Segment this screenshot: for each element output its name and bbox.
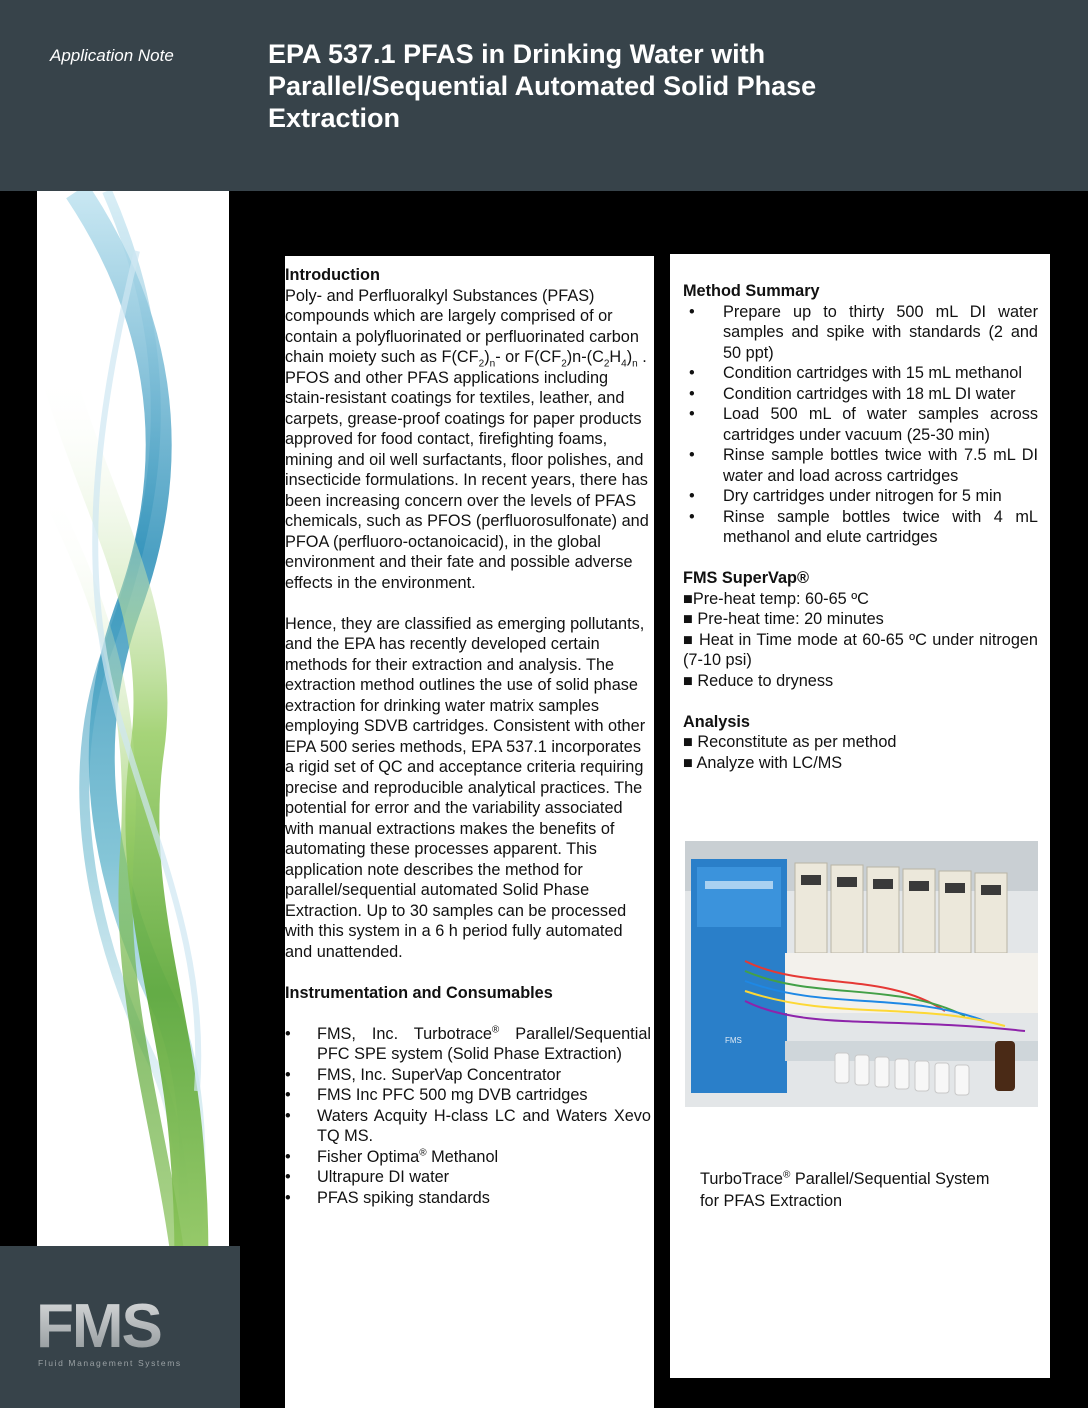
list-item: • Condition cartridges with 15 mL methanol [683, 363, 1038, 384]
document-type-label: Application Note [50, 46, 174, 65]
list-item: • Rinse sample bottles twice with 7.5 mL DI water and load across cartridges [683, 445, 1038, 486]
supervap-heading: FMS SuperVap® [683, 569, 809, 587]
company-logo: FMS [36, 1292, 161, 1361]
document-title [268, 38, 1028, 134]
list-item: • FMS, Inc. Turbotrace® Parallel/Sequential PFC SPE system (Solid Phase Extraction) [285, 1024, 651, 1065]
introduction-paragraph-1: Poly- and Perfluoralkyl Substances (PFAS) compounds which are largely comprised of or contain a polyfluorinated or perfluorinated carbon chain moiety such as $F(CF_2)_n-$ or $F(CF_2)n-(C_2H_4)_n$ . PFOS and other PFAS applications including stain-resistant coatings for textiles, leather, and carpets, grease-proof coatings for paper products approved for food contact, firefighting foams, mining and oil well surfactants, floor polishes, and insecticide formulations. In recent years, there has been increasing concern over the levels of PFAS chemicals, such as PFOS (perfluorosulfonate) and PFOA (perfluoro-octanoicacid), in the global environment and their fate and possible adverse effects in the environment. [285, 286, 649, 592]
equipment-label: FMS [725, 1036, 742, 1045]
analysis-heading: Analysis [683, 712, 750, 731]
list-item: • Waters Acquity H-class LC and Waters Xevo TQ MS. [285, 1106, 651, 1147]
list-item: • Condition cartridges with 18 mL DI water [683, 384, 1038, 405]
method-summary-list [683, 302, 1038, 548]
analysis-line: ■ Analyze with LC/MS [683, 753, 843, 772]
supervap-line: ■ Heat in Time mode at 60-65 ºC under nitrogen (7-10 psi) [683, 630, 1038, 669]
list-item: • FMS, Inc. SuperVap Concentrator [285, 1065, 651, 1086]
title-line-2: Parallel/Sequential Automated Solid Phase [268, 71, 817, 101]
list-item: • Load 500 mL of water samples across cartridges under vacuum (25-30 min) [683, 404, 1038, 445]
logo-panel [0, 1246, 240, 1408]
title-line-3: Extraction [268, 103, 401, 133]
left-column [285, 256, 654, 1408]
instrumentation-list [285, 1024, 651, 1209]
figure-caption: TurboTrace® Parallel/Sequential System for PFAS Extraction [700, 1169, 990, 1210]
analysis-line: ■ Reconstitute as per method [683, 733, 897, 751]
introduction-heading: Introduction [285, 266, 380, 284]
list-item: • Rinse sample bottles twice with 4 mL methanol and elute cartridges [683, 507, 1038, 548]
equipment-photo [685, 841, 1038, 1107]
title-line-1: EPA 537.1 PFAS in Drinking Water with [268, 39, 766, 69]
header-band [0, 0, 1088, 191]
method-summary-heading: Method Summary [683, 282, 820, 300]
supervap-line: ■ Reduce to dryness [683, 671, 834, 690]
list-item: • Fisher Optima® Methanol [285, 1147, 651, 1168]
list-item: • Dry cartridges under nitrogen for 5 min [683, 486, 1038, 507]
supervap-line: ■ Pre-heat time: 20 minutes [683, 610, 884, 628]
decorative-swirl-artwork [37, 191, 229, 1408]
instrumentation-heading: Instrumentation and Consumables [285, 983, 553, 1002]
list-item: • FMS Inc PFC 500 mg DVB cartridges [285, 1085, 651, 1106]
list-item: • Prepare up to thirty 500 mL DI water samples and spike with standards (2 and 50 ppt) [683, 302, 1038, 364]
introduction-paragraph-2: Hence, they are classified as emerging pollutants, and the EPA has recently developed certain methods for their extraction and analysis. The extraction method outlines the use of solid phase extraction for drinking water matrix samples employing SDVB cartridges. Consistent with other EPA 500 series methods, EPA 537.1 incorporates a rigid set of QC and acceptance criteria requiring precise and reproducible analytical practices. The potential for error and the variability associated with manual extractions makes the benefits of automating these processes apparent. This application note describes the method for parallel/sequential automated Solid Phase Extraction. Up to 30 samples can be processed with this system in a 6 h period fully automated and unattended. [285, 614, 646, 961]
list-item: • Ultrapure DI water [285, 1167, 651, 1188]
company-logo-tagline: Fluid Management Systems [38, 1358, 182, 1368]
list-item: • PFAS spiking standards [285, 1188, 651, 1209]
supervap-line: ■Pre-heat temp: 60-65 ºC [683, 589, 869, 608]
